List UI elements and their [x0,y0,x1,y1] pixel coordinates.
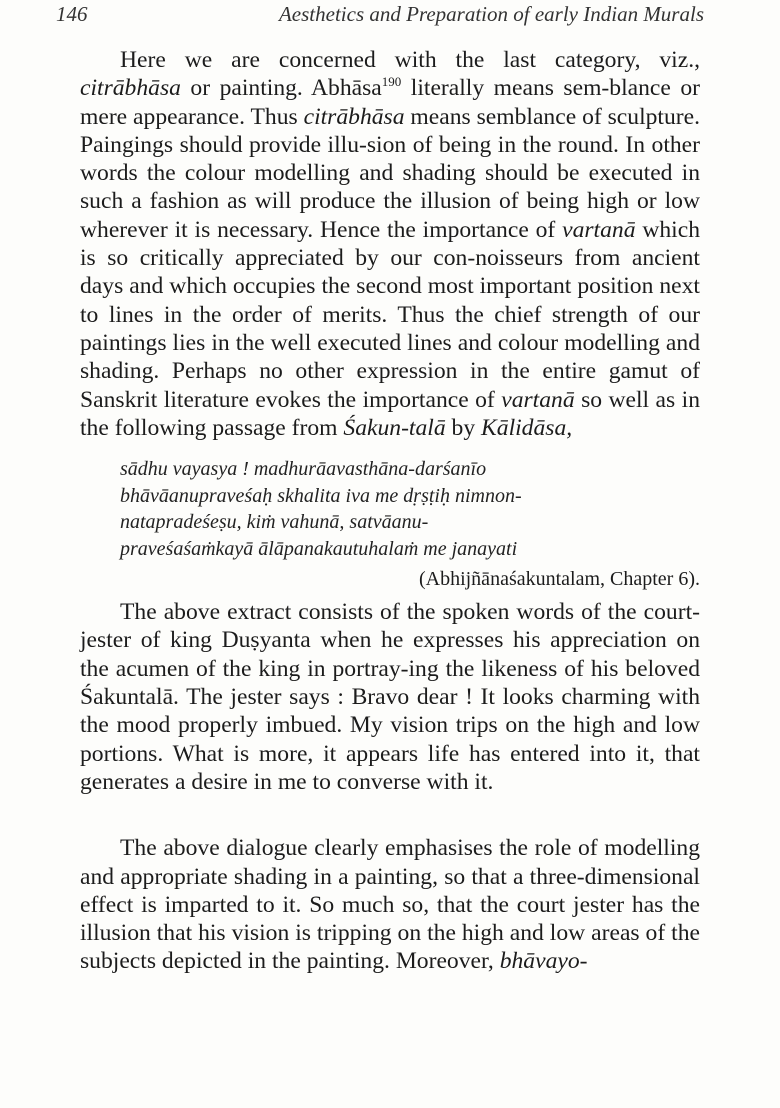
text-run: literally means sem-blance or mere appearance. Thus [80,75,701,130]
text-run: so well as in the following passage from [80,386,700,441]
text-run: or painting. Abhāsa [180,75,382,102]
running-title: Aesthetics and Preparation of early Indian Murals [278,2,704,26]
page-number: 146 [56,2,88,26]
term-citrabhasa: citrābhāsa [303,103,405,130]
paragraph-citrabhasa [80,46,700,442]
text-run: which is so critically appreciated by our con-noisseurs from ancient days and which occupies the second most important position next to lines in the order of merits. Thus the chief strength of our paintings lies in the well executed lines and colour modelling and shading. Perhaps no other expression in the entire gamut of Sanskrit literature evokes the importance of [80,216,700,413]
term-vartana: vartanā [562,216,636,243]
text-run: Here we are concerned with the last category, viz., [120,47,700,73]
term-vartana: vartanā [501,386,575,413]
quote-line: praveśaśaṁkayā ālāpanakautuhalaṁ me janayati [120,537,518,560]
body-text [80,46,700,976]
quote-line: sādhu vayasya ! madhurāavasthāna-darśanīo [120,458,487,481]
term-bhavayo: bhāvayo- [499,948,588,975]
paragraph-dialogue [80,834,700,975]
footnote-reference: 190 [381,74,402,90]
sanskrit-quotation [120,456,700,562]
author-kalidasa: Kālidāsa, [481,414,573,441]
text-run: by [445,414,482,441]
quote-line: natapradeśeṣu, kiṁ vahunā, satvāanu- [120,511,429,534]
term-citrabhasa: citrābhāsa [80,75,181,102]
quote-line: bhāvāanupraveśaḥ skhalita iva me dṛṣṭiḥ nimnon- [120,484,522,507]
quote-citation: (Abhijñānaśakuntalam, Chapter 6). [418,568,700,591]
paragraph-jester: The above extract consists of the spoken words of the court-jester of king Duṣyanta when he expresses his appreciation on the acumen of the king in portray-ing the likeness of his beloved Śakuntalā. The jester says : Bravo dear ! It looks charming with the mood properly imbued. My vision trips on the high and low portions. What is more, it appears life has entered into it, that generates a desire in me to converse with it. [80,599,700,795]
text-run: means semblance of sculpture. Paingings should provide illu-sion of being in the round. In other words the colour modelling and shading should be executed in such a fashion as will produce the illusion of being high or low wherever it is necessary. Hence the importance of [80,103,701,243]
text-run: The above dialogue clearly emphasises the role of modelling and appropriate shading in a painting, so that a three-dimensional effect is imparted to it. So much so, that the court jester has the illusion that his vision is tripping on the high and low areas of the subjects depicted in the painting. Moreover, [80,835,700,975]
page-header [56,2,704,32]
title-sakuntala: Śakun-talā [343,414,446,441]
